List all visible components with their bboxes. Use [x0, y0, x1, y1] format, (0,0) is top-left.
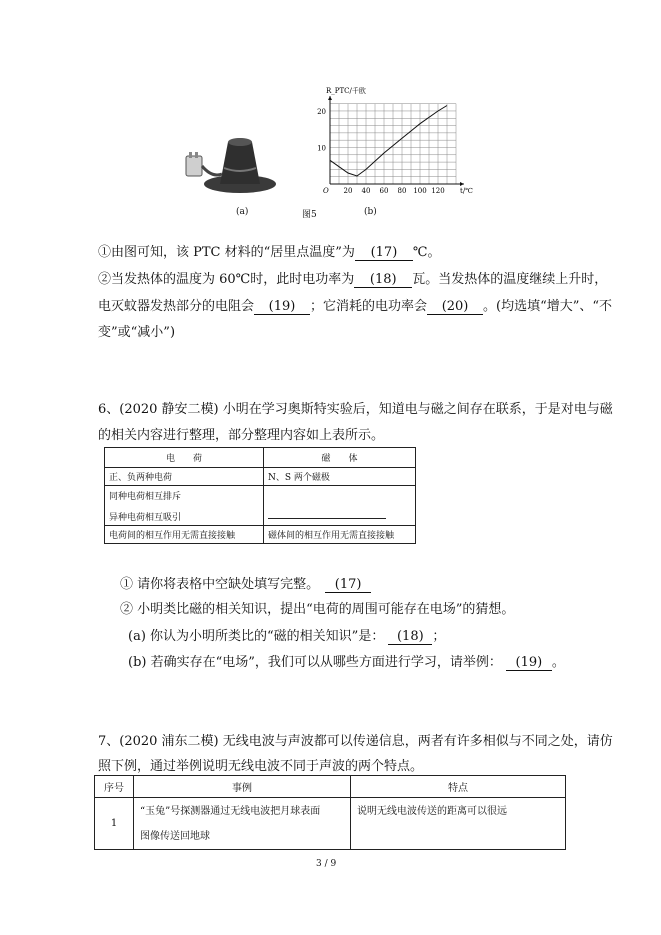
ptc-resistance-chart	[300, 82, 474, 202]
x-tick-label: 80	[397, 187, 407, 195]
q7-table-header-index: 序号	[95, 776, 134, 798]
x-tick-label: 100	[413, 187, 427, 195]
q6-table-cell: N、S 两个磁极	[264, 468, 416, 486]
q5-blank-19[interactable]: (19)	[254, 299, 310, 315]
q6-blank-19[interactable]: (19)	[506, 655, 552, 671]
q6-table-blank-cell[interactable]	[264, 486, 416, 526]
q5-blank-20[interactable]: (20)	[427, 299, 483, 315]
q5-blank-17[interactable]: (17)	[355, 245, 413, 261]
q7-table-header-example: 事例	[134, 776, 351, 798]
y-tick-label: 10	[317, 144, 326, 153]
q6-table-cell: 正、负两种电荷	[105, 468, 264, 486]
q6-table	[104, 447, 416, 544]
x-tick-label: 120	[431, 187, 445, 195]
q5-line2: ②当发热体的温度为 60℃时，此时电功率为 (18) 瓦。当发热体的温度继续上升时，	[98, 272, 608, 287]
origin-label: O	[323, 187, 329, 195]
y-axis-label: R_PTC/千欧	[326, 87, 366, 95]
q7-table	[94, 775, 566, 850]
q6-item-b: (b) 若确实存在“电场”，我们可以从哪些方面进行学习，请举例： (19) 。	[128, 655, 565, 670]
q6-table-header-magnet: 磁 体	[264, 448, 416, 468]
q6-table-cell: 同种电荷相互排斥 异种电荷相互吸引	[105, 486, 264, 526]
q6-blank-17[interactable]: (17)	[325, 577, 371, 593]
q7-table-cell-feature: 说明无线电波传送的距离可以很远	[351, 798, 566, 850]
q6-line1: 6、(2020 静安二模) 小明在学习奥斯特实验后，知道电与磁之间存在联系，于是对电与磁	[98, 402, 613, 417]
q6-item1: ① 请你将表格中空缺处填写完整。 (17)	[120, 573, 371, 593]
q6-table-cell: 磁体间的相互作用无需直接接触	[264, 526, 416, 544]
q7-line1: 7、(2020 浦东二模) 无线电波与声波都可以传递信息，两者有许多相似与不同之处，请仿	[98, 734, 613, 749]
q5-line1: ①由图可知，该 PTC 材料的“居里点温度”为 (17) ℃。	[98, 245, 441, 260]
series-line	[330, 106, 447, 177]
q7-table-cell-example: “玉兔”号探测器通过无线电波把月球表面 图像传送回地球	[134, 798, 351, 850]
y-tick-label: 20	[317, 107, 326, 116]
x-axis-arrow	[460, 182, 464, 186]
y-axis-arrow	[328, 96, 332, 100]
x-tick-label: 40	[361, 187, 371, 195]
page-number: 3 / 9	[316, 859, 337, 869]
figure-a-caption: (a)	[236, 207, 249, 217]
q7-line2: 照下例，通过举例说明无线电波不同于声波的两个特点。	[98, 759, 424, 774]
figure-a-heater-image	[180, 128, 280, 198]
q6-blank-18[interactable]: (18)	[388, 629, 432, 645]
q7-table-header-feature: 特点	[351, 776, 566, 798]
x-tick-label: 20	[343, 187, 353, 195]
q7-table-cell-index: 1	[95, 798, 134, 850]
q5-line3: 电灭蚊器发热部分的电阻会 (19) ；它消耗的电功率会 (20) 。(均选填“增大”、“不	[98, 299, 613, 314]
q5-blank-18[interactable]: (18)	[354, 272, 412, 288]
q6-item2: ② 小明类比磁的相关知识，提出“电荷的周围可能存在电场”的猜想。	[120, 602, 515, 617]
q5-line4: 变”或“减小”)	[98, 325, 176, 340]
x-tick-label: 60	[379, 187, 389, 195]
figure-caption: 图5	[302, 210, 317, 220]
q6-item-a: (a) 你认为小明所类比的“磁的相关知识”是： (18) ；	[128, 629, 446, 644]
q6-line2: 的相关内容进行整理，部分整理内容如上表所示。	[98, 428, 385, 443]
figure-b-caption: (b)	[364, 207, 377, 217]
q6-table-cell: 电荷间的相互作用无需直接接触	[105, 526, 264, 544]
q6-table-header-charge: 电 荷	[105, 448, 264, 468]
x-axis-label: t/℃	[460, 187, 474, 195]
